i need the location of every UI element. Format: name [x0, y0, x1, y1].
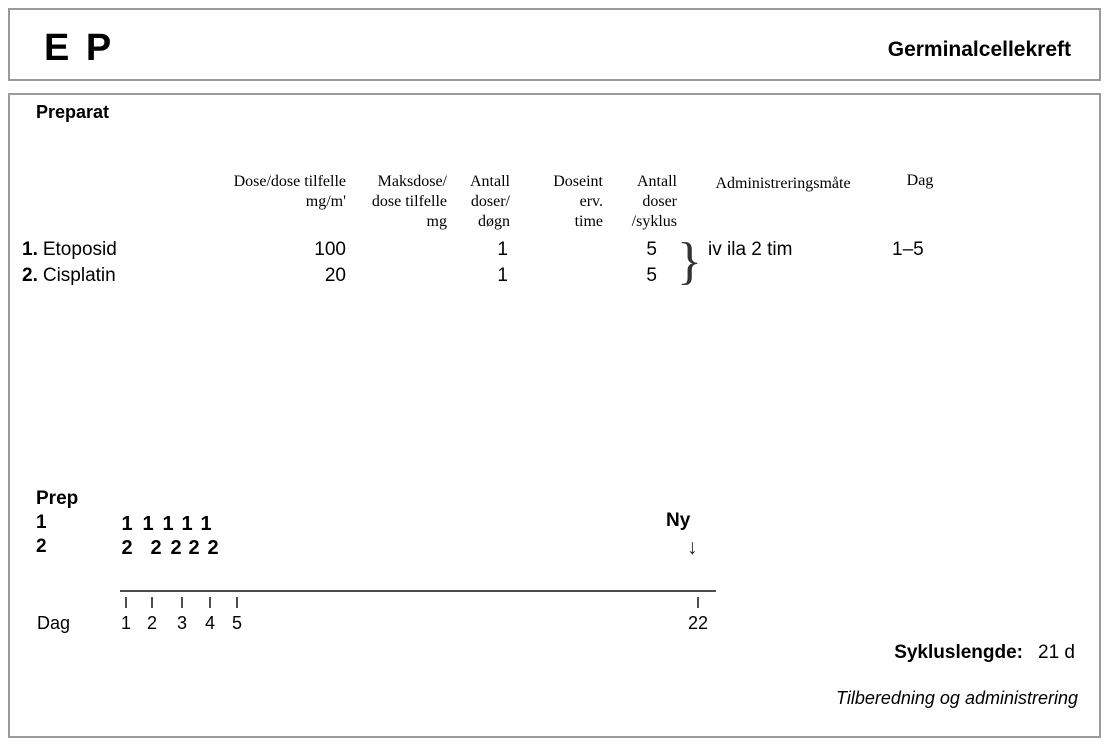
axis-tick — [697, 597, 699, 608]
timeline-prep-label: Prep — [36, 488, 79, 509]
axis-dag-label: Dag — [37, 613, 71, 633]
timeline-row2-label: 2 — [36, 536, 47, 557]
axis-tick — [209, 597, 211, 608]
timeline-row1-label: 1 — [36, 512, 47, 533]
new-cycle-label: Ny — [666, 510, 691, 531]
header-box — [8, 8, 1101, 81]
cell-doser-dogn: 1 — [497, 239, 508, 260]
dose-mark-drug1: 1 — [181, 513, 193, 535]
diagnosis-title: Germinalcellekreft — [887, 38, 1071, 61]
dose-mark-drug2: 2 — [207, 537, 219, 559]
column-header-doser-dogn: Antall doser/ døgn — [470, 173, 510, 230]
axis-tick-label: 2 — [146, 613, 157, 633]
cycle-length-label: Sykluslengde: — [894, 642, 1024, 663]
cell-administrering: iv ila 2 tim — [708, 239, 793, 260]
dose-mark-drug2: 2 — [150, 537, 162, 559]
table-row-drug-name — [22, 264, 116, 288]
cell-dag-range: 1–5 — [892, 239, 924, 260]
drug-name: Etoposid — [42, 239, 117, 260]
axis-tick — [125, 597, 127, 608]
cycle-length-row — [894, 641, 1075, 665]
column-header-administrering: Administreringsmåte — [715, 175, 851, 192]
dose-mark-drug1: 1 — [142, 513, 154, 535]
axis-tick-label: 1 — [120, 613, 131, 633]
dose-mark-drug2: 2 — [170, 537, 182, 559]
curly-brace-icon: } — [677, 233, 702, 290]
axis-tick — [236, 597, 238, 608]
column-header-dag: Dag — [906, 172, 934, 189]
timeline-axis — [120, 590, 716, 592]
axis-tick-label: 3 — [176, 613, 187, 633]
axis-tick-label: 4 — [204, 613, 215, 633]
axis-tick — [151, 597, 153, 608]
axis-tick-label: 5 — [231, 613, 242, 633]
dose-mark-drug2: 2 — [188, 537, 200, 559]
drug-name: Cisplatin — [42, 265, 116, 286]
dose-mark-drug1: 1 — [121, 513, 133, 535]
column-header-doser-syklus: Antall doser /syklus — [631, 173, 677, 230]
dose-mark-drug1: 1 — [162, 513, 174, 535]
down-arrow-icon: ↓ — [687, 536, 698, 559]
axis-tick — [181, 597, 183, 608]
dose-mark-drug1: 1 — [200, 513, 212, 535]
regimen-code: E P — [44, 27, 115, 69]
cell-dose: 100 — [314, 239, 346, 260]
cell-doser-syklus: 5 — [646, 265, 657, 286]
tilberedning-administrering-link[interactable]: Tilberedning og administrering — [836, 688, 1078, 708]
cell-doser-syklus: 5 — [646, 239, 657, 260]
cell-dose: 20 — [324, 265, 346, 286]
drug-number: 2. — [22, 265, 38, 286]
axis-tick-label: 22 — [687, 613, 709, 633]
drug-number: 1. — [22, 239, 38, 260]
column-header-maksdose: Maksdose/ dose tilfelle mg — [371, 173, 447, 230]
cell-doser-dogn: 1 — [497, 265, 508, 286]
cycle-length-value: 21 d — [1038, 642, 1075, 663]
column-header-doseinterval: Doseint erv. time — [553, 173, 603, 230]
table-row-drug-name — [22, 238, 117, 262]
dose-mark-drug2: 2 — [121, 537, 133, 559]
column-header-dose: Dose/dose tilfelle mg/m' — [233, 173, 346, 210]
section-title-preparat: Preparat — [36, 102, 110, 122]
